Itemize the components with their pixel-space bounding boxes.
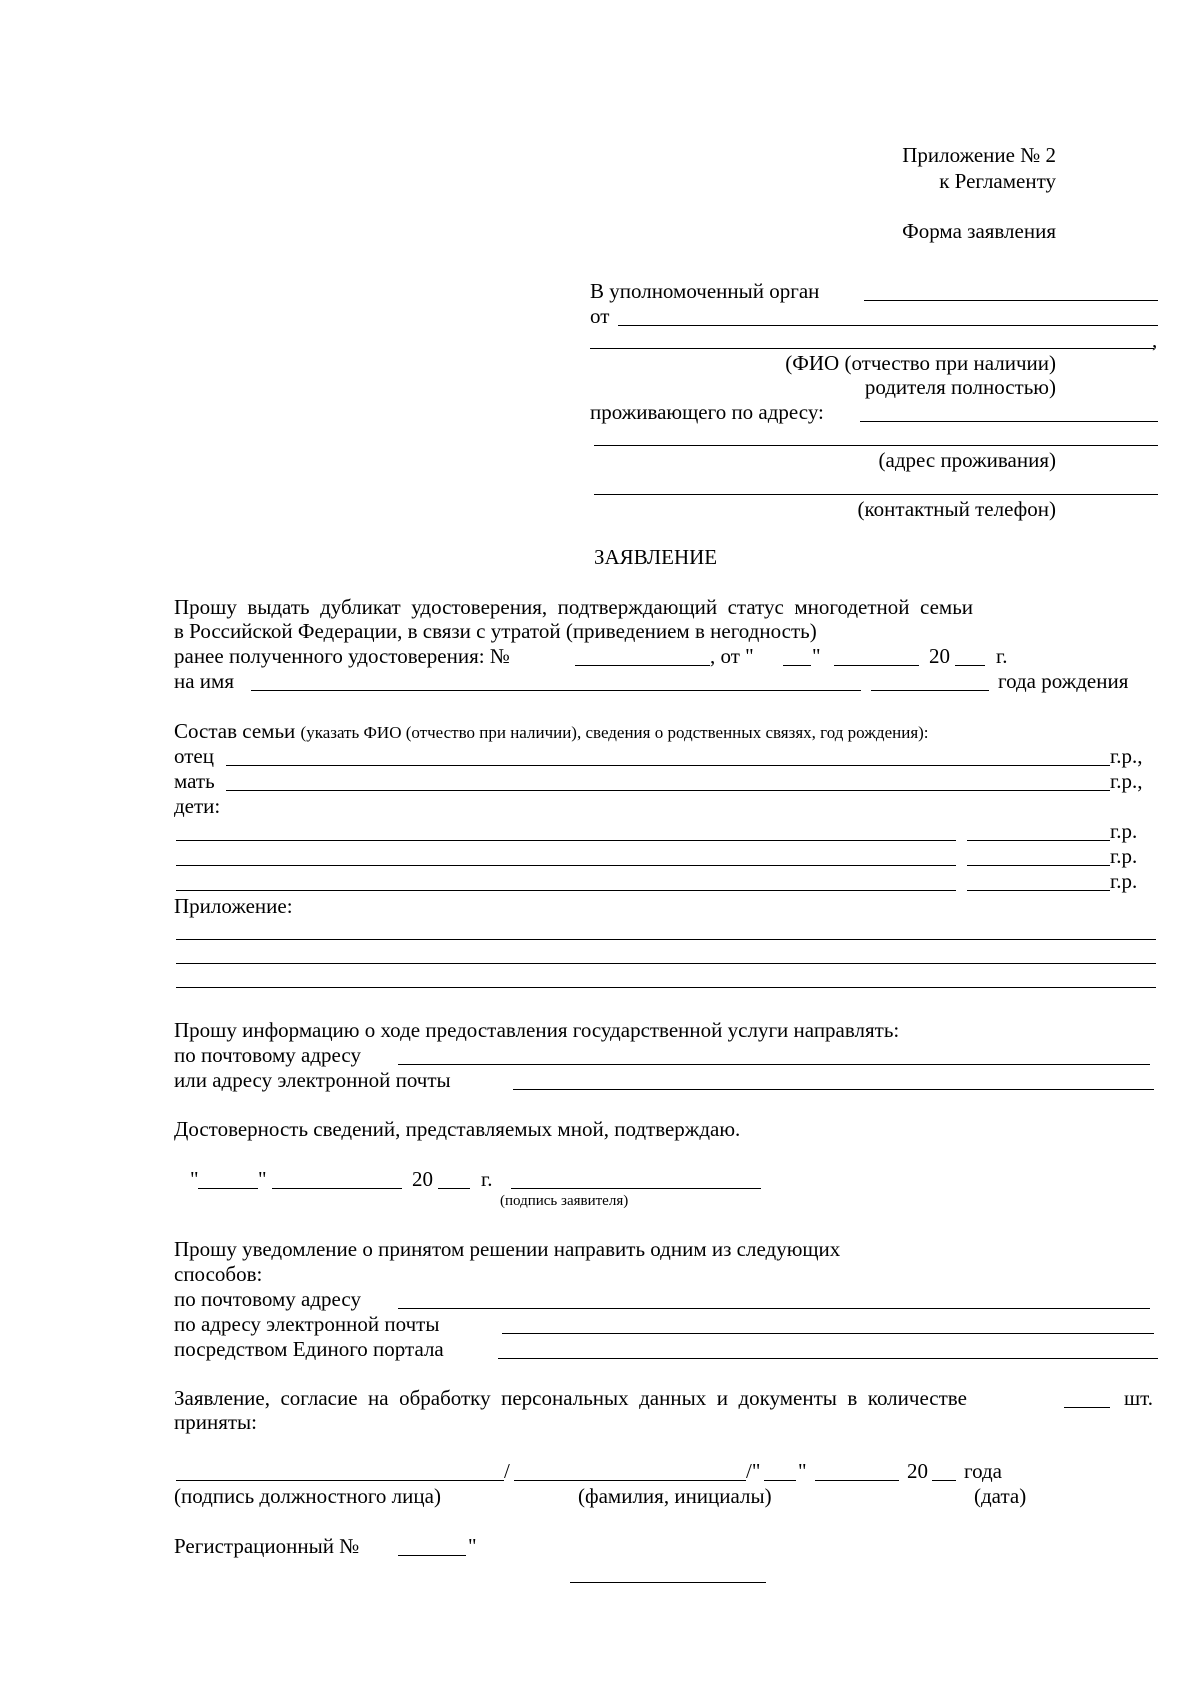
official-name-line[interactable] <box>514 1480 746 1481</box>
holder-birth-year-line[interactable] <box>871 690 989 691</box>
notify-email-label: по адресу электронной почты <box>174 1312 440 1336</box>
official-signature-note: (подпись должностного лица) <box>174 1484 441 1508</box>
family-heading <box>174 719 929 745</box>
certificate-number-line[interactable] <box>575 665 710 666</box>
phone-note: (контактный телефон) <box>857 497 1056 521</box>
official-signature-line[interactable] <box>176 1480 504 1481</box>
mother-yr: г.р., <box>1110 769 1143 793</box>
certificate-year-line[interactable] <box>955 665 985 666</box>
family-title: Состав семьи <box>174 719 296 743</box>
holder-name-line[interactable] <box>251 690 861 691</box>
accepted-day-quote: " <box>798 1459 807 1483</box>
confirm-year-prefix: 20 <box>412 1167 433 1191</box>
notify-text-2: способов: <box>174 1262 263 1286</box>
accepted-goda: года <box>964 1459 1002 1483</box>
registration-quote: " <box>468 1534 477 1558</box>
accepted-month-line[interactable] <box>815 1480 899 1481</box>
addressee-from-label: от <box>590 304 610 328</box>
applicant-signature-note: (подпись заявителя) <box>500 1193 629 1209</box>
accepted-date-note: (дата) <box>974 1484 1027 1508</box>
address-note: (адрес проживания) <box>878 448 1056 472</box>
appendix-number: Приложение № 2 <box>902 143 1056 167</box>
child-3-yr: г.р. <box>1110 869 1138 893</box>
name-label: на имя <box>174 669 234 693</box>
info-postal-label: по почтовому адресу <box>174 1043 361 1067</box>
notify-portal-label: посредством Единого портала <box>174 1337 444 1361</box>
form-name: Форма заявления <box>902 219 1056 243</box>
info-postal-line[interactable] <box>398 1064 1150 1065</box>
notify-portal-line[interactable] <box>498 1358 1158 1359</box>
accepted-year-prefix: 20 <box>907 1459 928 1483</box>
fio-note-1: (ФИО (отчество при наличии) <box>785 351 1056 375</box>
birth-year-label: года рождения <box>998 669 1129 693</box>
accepted-text-1: Заявление, согласие на обработку персональных данных и документы в количестве <box>174 1386 967 1410</box>
attachment-line-2[interactable] <box>176 963 1156 964</box>
accepted-text-2: приняты: <box>174 1410 257 1434</box>
family-title-note: (указать ФИО (отчество при наличии), сведения о родственных связях, год рождения): <box>300 723 929 742</box>
notify-postal-line[interactable] <box>398 1308 1150 1309</box>
phone-line[interactable] <box>594 494 1158 495</box>
attachment-line-3[interactable] <box>176 987 1156 988</box>
accepted-pcs: шт. <box>1124 1386 1154 1410</box>
notify-email-line[interactable] <box>502 1333 1154 1334</box>
document-title: ЗАЯВЛЕНИЕ <box>594 545 718 569</box>
info-email-label: или адресу электронной почты <box>174 1068 451 1092</box>
request-line-1: Прошу выдать дубликат удостоверения, подтверждающий статус многодетной семьи <box>174 595 974 619</box>
applicant-name-comma: , <box>1152 328 1158 352</box>
documents-count-line[interactable] <box>1064 1407 1110 1408</box>
child-3-name-line[interactable] <box>176 890 956 891</box>
accepted-slash-1: / <box>504 1459 510 1483</box>
child-1-yr: г.р. <box>1110 819 1138 843</box>
children-label: дети: <box>174 794 221 818</box>
fio-note-2: родителя полностью) <box>864 375 1056 399</box>
child-2-yr: г.р. <box>1110 844 1138 868</box>
confirm-text: Достоверность сведений, представляемых мной, подтверждаю. <box>174 1117 741 1141</box>
father-yr: г.р., <box>1110 744 1143 768</box>
registration-date-line[interactable] <box>570 1582 766 1583</box>
father-line[interactable] <box>226 765 1110 766</box>
accepted-day-line[interactable] <box>764 1480 796 1481</box>
certificate-day-line[interactable] <box>783 665 811 666</box>
child-3-year-line[interactable] <box>967 890 1110 891</box>
attachment-line-1[interactable] <box>176 939 1156 940</box>
info-email-line[interactable] <box>513 1089 1154 1090</box>
addressee-organ-line[interactable] <box>864 300 1158 301</box>
request-line-3-prefix: ранее полученного удостоверения: № <box>174 644 510 668</box>
father-label: отец <box>174 744 214 768</box>
accepted-slash-2: /" <box>746 1459 761 1483</box>
request-year-suffix: г. <box>996 644 1008 668</box>
request-from-label: , от " <box>710 644 754 668</box>
confirm-month-line[interactable] <box>272 1188 402 1189</box>
registration-label: Регистрационный № <box>174 1534 360 1558</box>
applicant-name-line-2[interactable] <box>590 348 1154 349</box>
addressee-organ-label: В уполномоченный орган <box>590 279 820 303</box>
mother-label: мать <box>174 769 215 793</box>
applicant-name-line-1[interactable] <box>618 325 1158 326</box>
notify-postal-label: по почтовому адресу <box>174 1287 361 1311</box>
child-2-name-line[interactable] <box>176 865 956 866</box>
confirm-day-line[interactable] <box>198 1188 258 1189</box>
notify-text-1: Прошу уведомление о принятом решении направить одним из следующих <box>174 1237 841 1261</box>
child-2-year-line[interactable] <box>967 865 1110 866</box>
appendix-regulation: к Регламенту <box>939 169 1056 193</box>
request-year-prefix: 20 <box>929 644 950 668</box>
residence-line-2[interactable] <box>594 445 1158 446</box>
accepted-year-line[interactable] <box>932 1480 956 1481</box>
child-1-year-line[interactable] <box>967 840 1110 841</box>
official-name-note: (фамилия, инициалы) <box>578 1484 772 1508</box>
residing-label: проживающего по адресу: <box>590 400 824 424</box>
request-day-quote: " <box>812 644 821 668</box>
info-request-text: Прошу информацию о ходе предоставления государственной услуги направлять: <box>174 1018 900 1042</box>
certificate-month-line[interactable] <box>834 665 919 666</box>
confirm-year-suffix: г. <box>481 1167 493 1191</box>
confirm-quote-close: " <box>258 1167 267 1191</box>
confirm-quote-open: " <box>190 1167 199 1191</box>
registration-number-line[interactable] <box>398 1555 466 1556</box>
confirm-year-line[interactable] <box>438 1188 470 1189</box>
residence-line-1[interactable] <box>860 421 1158 422</box>
request-line-2: в Российской Федерации, в связи с утратой (приведением в негодность) <box>174 619 817 643</box>
attachment-label: Приложение: <box>174 894 293 918</box>
child-1-name-line[interactable] <box>176 840 956 841</box>
mother-line[interactable] <box>226 790 1110 791</box>
